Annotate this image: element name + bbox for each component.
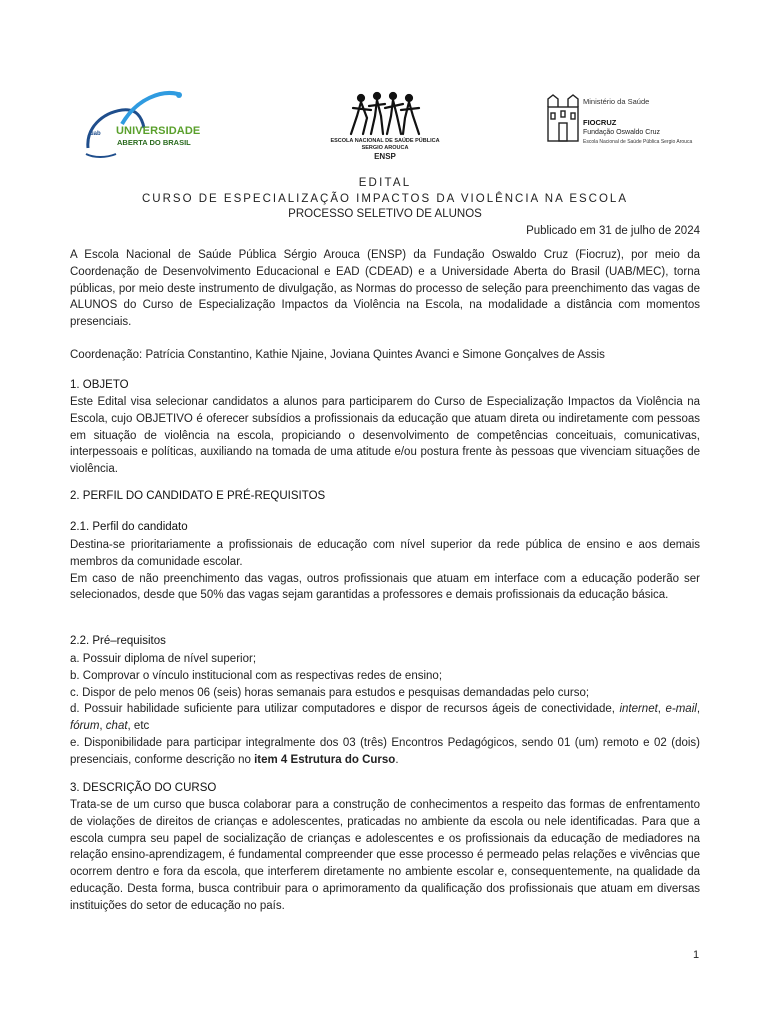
ensp-figures-icon xyxy=(345,90,425,138)
item-d-sep2: , xyxy=(696,703,701,716)
section2-1-body xyxy=(70,537,700,604)
page-number: 1 xyxy=(693,949,700,961)
fiocruz-castle-icon xyxy=(545,93,581,143)
prerequisite-item-b: b. Comprovar o vínculo institucional com as respectivas redes de ensino; xyxy=(70,669,443,682)
section2-1-p2: Em caso de não preenchimento das vagas, outros profissionais que atuam em interface com a educação poderão ser selecionados, desde que 50% das vagas sejam garantidas a professores e demais profissionais da educação básica. xyxy=(70,572,700,602)
section3-body xyxy=(70,797,700,915)
prerequisite-item-a: a. Possuir diploma de nível superior; xyxy=(70,653,257,665)
item-d-email: e-mail xyxy=(665,703,697,716)
ensp-line1: ESCOLA NACIONAL DE SAÚDE PÚBLICA xyxy=(330,138,440,144)
title-edital: EDITAL xyxy=(358,177,412,189)
section1-heading: 1. OBJETO xyxy=(70,379,129,391)
uab-swoosh-icon xyxy=(82,88,202,160)
item-e-text: e. Disponibilidade para participar integralmente dos 03 (três) Encontros Pedagógicos, sendo 01 (um) remoto e 02 (dois) presenciais, conforme descrição no xyxy=(70,736,700,766)
item-e-end: . xyxy=(395,753,399,766)
intro-paragraph xyxy=(70,247,700,331)
section1-text: Este Edital visa selecionar candidatos a alunos para participarem do Curso de Especialização Impactos da Violência na Escola, cujo OBJETIVO é oferecer subsídios a profissionais da educação que atuam direta ou indiretamente com pessoas em situação de violência na escola, propiciando o desenvolvimento de competências conceituais, comunicativas, interpessoais e políticas, auxiliando na tomada de uma atitude e/ou postura frente às pessoas que vivenciam situações de violência. xyxy=(70,396,700,476)
prerequisites-list xyxy=(70,651,700,769)
section3-heading: 3. DESCRIÇÃO DO CURSO xyxy=(70,782,217,794)
section3-text: Trata-se de um curso que busca colaborar para a construção de conhecimentos a respeito das formas de enfrentamento de violações de direitos de crianças e adolescentes, praticadas no ambiente da escola ou nele identificadas. Para que a escola cumpra seu papel de socialização de crianças e adolescentes e os profissionais da educação de mediadores na relação ensino-aprendizagem, é fundamental compreender que esse processo é permeado pelas relações e vivências que ocorrem dentro e fora da escola, que interferem diretamente no ambiente escolar e, consequentemente, na qualidade da educação. Desta forma, busca contribuir para o aprimoramento da qualificação dos profissionais que atuam em diversas instituições do setor de educação no país. xyxy=(70,799,700,912)
item-e-bold: item 4 Estrutura do Curso xyxy=(254,753,396,766)
title-course: CURSO DE ESPECIALIZAÇÃO IMPACTOS DA VIOLÊNCIA NA ESCOLA xyxy=(142,193,628,205)
item-d-chat: chat xyxy=(105,720,128,733)
ensp-line2: SERGIO AROUCA xyxy=(361,145,409,151)
prerequisite-item-d xyxy=(70,701,700,735)
item-d-internet: internet xyxy=(619,703,658,716)
section2-heading: 2. PERFIL DO CANDIDATO E PRÉ-REQUISITOS xyxy=(70,490,326,502)
publication-date: Publicado em 31 de julho de 2024 xyxy=(526,225,700,237)
coordination-paragraph xyxy=(70,347,700,364)
section2-2-heading: 2.2. Pré–requisitos xyxy=(70,635,166,647)
ensp-logo xyxy=(326,90,444,170)
coordination-text: Coordenação: Patrícia Constantino, Kathie Njaine, Joviana Quintes Avanci e Simone Gonçalves de Assis xyxy=(70,349,605,361)
section1-body xyxy=(70,394,700,478)
item-d-text: d. Possuir habilidade suficiente para utilizar computadores e dispor de recursos ágeis de conectividade, xyxy=(70,703,620,716)
item-d-end: , etc xyxy=(127,720,150,733)
fiocruz-name: FIOCRUZ xyxy=(583,118,617,127)
ensp-line3: ENSP xyxy=(374,152,396,161)
intro-text: A Escola Nacional de Saúde Pública Sérgio Arouca (ENSP) da Fundação Oswaldo Cruz (Fiocruz), por meio da Coordenação de Desenvolvimento Educacional e EAD (CDEAD) e a Universidade Aberta do Brasil (UAB/MEC), torna públicas, por meio deste instrumento de divulgação, as Normas do processo de seleção para preenchimento das vagas de ALUNOS do Curso de Especialização Impactos da Violência na Escola, na modalidade a distância com momentos presenciais. xyxy=(70,249,700,329)
section2-1-p1: Destina-se prioritariamente a profissionais de educação com nível superior da rede pública de ensino e aos demais membros da comunidade escolar. xyxy=(70,539,700,568)
fiocruz-ministry: Ministério da Saúde xyxy=(583,97,650,106)
uab-small-text: uab xyxy=(90,131,101,137)
item-d-sep1: , xyxy=(657,703,666,716)
section2-1-heading: 2.1. Perfil do candidato xyxy=(70,521,188,533)
fiocruz-foundation: Fundação Oswaldo Cruz xyxy=(583,129,661,136)
fiocruz-logo xyxy=(545,93,715,153)
item-d-forum: fórum xyxy=(70,720,100,733)
prerequisite-item-e xyxy=(70,735,700,769)
uab-line2: ABERTA DO BRASIL xyxy=(117,138,191,147)
prerequisite-item-c: c. Dispor de pelo menos 06 (seis) horas semanais para estudos e pesquisas demandadas pelo curso; xyxy=(70,686,590,699)
title-process: PROCESSO SELETIVO DE ALUNOS xyxy=(288,208,482,220)
item-d-sep3: , xyxy=(99,720,106,733)
uab-line1: UNIVERSIDADE xyxy=(116,125,201,137)
fiocruz-school: Escola Nacional de Saúde Pública Sergio Arouca xyxy=(583,139,693,145)
uab-logo xyxy=(82,88,202,160)
